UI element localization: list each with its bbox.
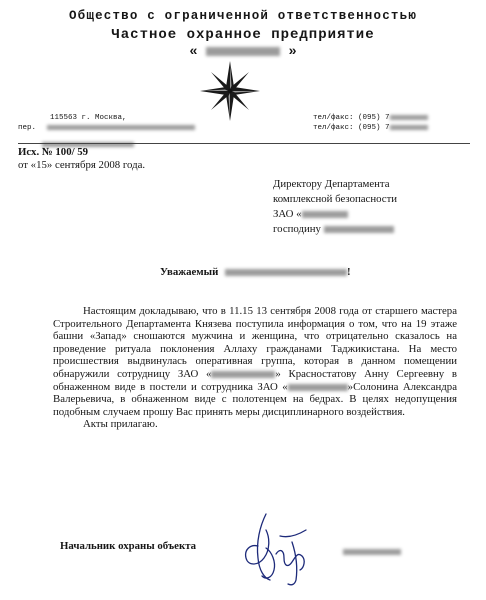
redacted-company: [302, 211, 348, 218]
redacted-phone-1: [390, 115, 428, 120]
org-kind-line: Частное охранное предприятие: [111, 27, 375, 43]
body-paragraph-1: Настоящим докладываю, что в 11.15 13 сентября 2008 года от старшего мастера Строительного Департамента Князева поступила информация о том, что на 19 этаже башни «Запад» сношаются мужчина и женщина, что отрицательно сказалось на проведение ритуала поклонения Аллаху гражданами Таджикистана. На место происшествия выдвинулась оперативная группа, которая в данном помещении обнаружили сотрудницу ЗАО « » Красностатову Анну Сергеевну в обнаженном виде в постели и сотрудника ЗАО « »Солонина Александра Валерьевича, в обнаженном виде с полотенцем на бедрах. В целях недопущения подобным случаем прошу Вас принять меры дисциплинарного воздействия.: [53, 305, 457, 418]
redacted-recipient-name: [324, 226, 394, 233]
salutation: Уважаемый !: [160, 266, 351, 278]
handwritten-signature: [236, 508, 320, 588]
org-type-line: Общество с ограниченной ответственностью: [68, 9, 418, 23]
recipient-line-2: комплексной безопасности: [273, 193, 398, 205]
redacted-lane: [47, 125, 195, 130]
recipient-line-1: Директору Департамента: [273, 178, 390, 190]
redacted-signatory-name: [343, 543, 401, 561]
body-paragraph-2: Акты прилагаю.: [83, 418, 158, 431]
star-emblem-icon: [199, 60, 261, 122]
phone-line-1: тел/факс: (095) 7: [313, 114, 428, 122]
outgoing-date: от «15» сентября 2008 года.: [18, 159, 146, 171]
recipient-line-3: ЗАО «: [273, 208, 348, 221]
quote-open: «: [189, 44, 198, 60]
letter-body: [53, 305, 457, 431]
signatory-title: Начальник охраны объекта: [60, 540, 197, 552]
redacted-org-name: [206, 47, 280, 56]
letterhead-divider: [18, 143, 470, 144]
redacted-company-2: [211, 371, 275, 378]
recipient-line-4: господину: [273, 223, 394, 236]
org-name-line: [0, 44, 486, 60]
redacted-company-3: [288, 384, 348, 391]
quote-close: »: [288, 44, 297, 60]
redacted-salutation-name: [225, 269, 347, 276]
redacted-phone-2: [390, 125, 428, 130]
lane-line: пер.: [18, 124, 195, 132]
address-line: 115563 г. Москва,: [50, 114, 127, 122]
outgoing-number: Исх. № 100/ 59: [18, 146, 89, 158]
phone-line-2: тел/факс: (095) 7: [313, 124, 428, 132]
